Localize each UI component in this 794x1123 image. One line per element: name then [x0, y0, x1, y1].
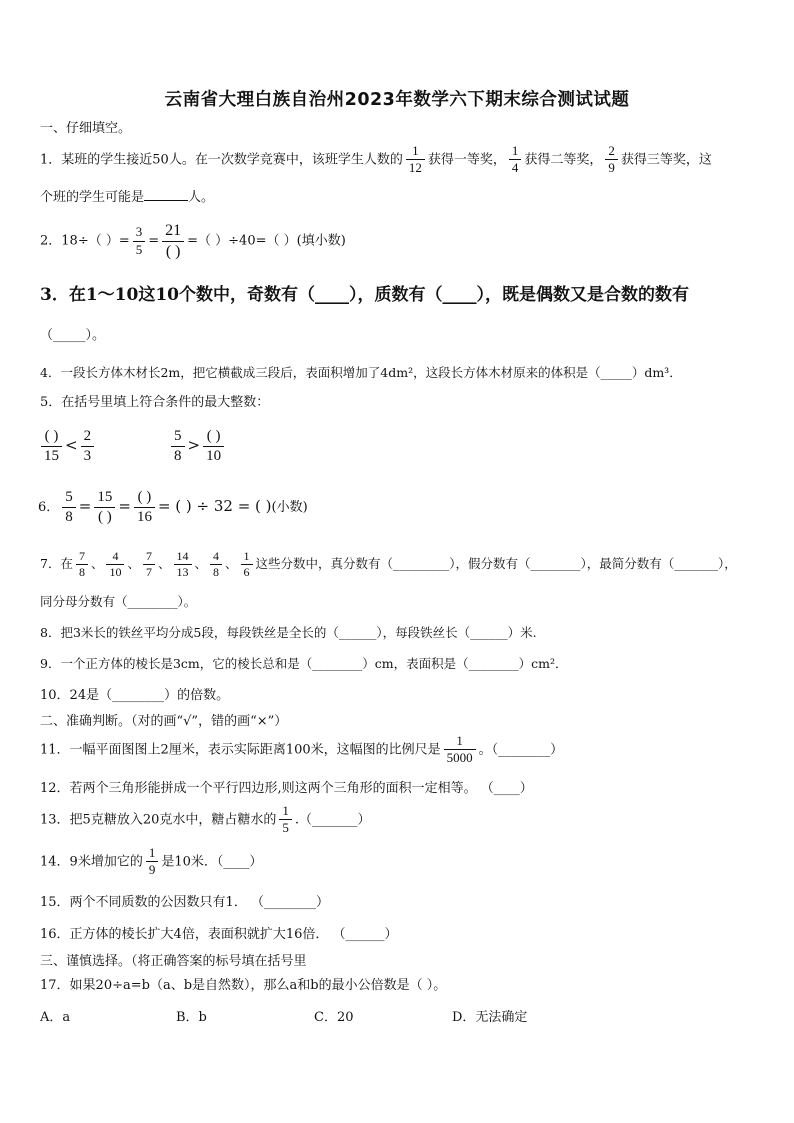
- equals-sign: =: [78, 497, 92, 515]
- q1-text-c: 获得二等奖，: [524, 152, 603, 168]
- question-3-line-2: （_____）。: [40, 328, 106, 343]
- fraction: $\frac{1}{5000}$: [444, 734, 476, 766]
- q1-text-a: 1．某班的学生接近50人。在一次数学竞赛中，该班学生人数的: [40, 152, 403, 168]
- q5-inequality-b: [168, 428, 227, 464]
- question-7: [40, 550, 737, 579]
- separator: 、: [90, 556, 104, 572]
- question-2: [40, 222, 346, 260]
- fraction: $\frac{1}{5}$: [279, 804, 292, 836]
- question-13: [40, 804, 371, 836]
- fraction: $\frac{1}{12}$: [406, 144, 425, 176]
- q13-suffix: .（_______）: [294, 812, 371, 828]
- question-17: 17．如果20÷a=b（a、b是自然数），那么a和b的最小公倍数是（ ）。: [40, 978, 447, 993]
- option-a[interactable]: A．a: [40, 1010, 71, 1025]
- question-15: 15．两个不同质数的公因数只有1． （________）: [40, 895, 329, 910]
- question-16: 16．正方体的棱长扩大4倍，表面积就扩大16倍． （______）: [40, 927, 398, 942]
- fraction: $\frac{3}{5}$: [133, 225, 146, 257]
- option-d[interactable]: D．无法确定: [452, 1010, 528, 1025]
- fraction: $\frac{( )}{10}$: [203, 428, 224, 464]
- q14-prefix: 14．9米增加它的: [40, 854, 143, 870]
- q7-label: 7．在: [40, 556, 73, 572]
- section-heading-true-false: 二、准确判断。（对的画“√”，错的画“×”）: [40, 714, 288, 729]
- question-8: 8．把3米长的铁丝平均分成5段，每段铁丝是全长的（______），每段铁丝长（______）米.: [40, 625, 537, 640]
- equals-sign: =: [118, 497, 131, 515]
- fraction: $\frac{4}{8}$: [210, 550, 222, 579]
- question-7-line-2: 同分母分数有（________）。: [40, 594, 197, 609]
- q6-suffix: (小数): [271, 500, 308, 515]
- fraction: $\frac{1}{9}$: [146, 846, 159, 878]
- question-1: [40, 144, 712, 176]
- question-10: 10．24是（________）的倍数。: [40, 688, 230, 703]
- q2-suffix: =（ ）÷40=（ ）(填小数): [187, 233, 346, 249]
- option-c[interactable]: C．20: [314, 1010, 354, 1025]
- answer-blank[interactable]: [144, 188, 188, 201]
- q5-inequality-a: [38, 428, 97, 464]
- separator: 、: [225, 556, 238, 572]
- q1-text-b: 获得一等奖，: [427, 152, 506, 168]
- option-b[interactable]: B．b: [176, 1010, 207, 1025]
- fraction: $\frac{7}{8}$: [76, 550, 88, 579]
- fraction: $\frac{1}{6}$: [241, 550, 253, 579]
- question-1-line-2: [40, 188, 214, 206]
- fraction: $\frac{14}{13}$: [174, 550, 192, 579]
- separator: 、: [127, 556, 140, 572]
- fraction: $\frac{1}{4}$: [509, 144, 522, 176]
- greater-than-sign: >: [187, 436, 201, 454]
- question-14: [40, 846, 262, 878]
- fraction: $\frac{( )}{16}$: [134, 489, 155, 525]
- question-5: 5．在括号里填上符合条件的最大整数：: [40, 395, 270, 410]
- q14-suffix: 是10米．（____）: [161, 854, 263, 870]
- question-3: 3．在1～10这10个数中，奇数有（____），质数有（____），既是偶数又是合数的数有: [40, 285, 689, 305]
- q6-equation-rest: = ( ) ÷ 32 = ( ): [157, 497, 272, 515]
- question-12: 12．若两个三角形能拼成一个平行四边形,则这两个三角形的面积一定相等。 （____）: [40, 781, 533, 796]
- fraction: $\frac{4}{10}$: [106, 550, 124, 579]
- q13-prefix: 13．把5克糖放入20克水中，糖占糖水的: [40, 812, 277, 828]
- question-9: 9．一个正方体的棱长是3cm，它的棱长总和是（________）cm，表面积是（________）cm²．: [40, 656, 568, 671]
- separator: 、: [157, 556, 171, 572]
- page-title: 云南省大理白族自治州2023年数学六下期末综合测试试题: [164, 90, 630, 110]
- q11-prefix: 11．一幅平面图图上2厘米，表示实际距离100米，这幅图的比例尺是: [40, 742, 441, 758]
- q2-prefix: 2．18÷（ ）=: [40, 233, 130, 249]
- question-6: [38, 489, 308, 525]
- fraction: $\frac{5}{8}$: [171, 428, 185, 464]
- fraction: $\frac{21}{( )}$: [162, 222, 184, 260]
- question-11: [40, 734, 563, 766]
- section-heading-multiple-choice: 三、谨慎选择。（将正确答案的标号填在括号里: [40, 954, 307, 969]
- q7-suffix: 这些分数中，真分数有（_________），假分数有（________），最简分数有（_______），: [255, 556, 737, 572]
- fraction: $\frac{2}{9}$: [605, 144, 618, 176]
- fraction: $\frac{5}{8}$: [62, 489, 76, 525]
- fraction: $\frac{15}{( )}$: [94, 489, 115, 525]
- q11-suffix: 。（________）: [478, 742, 564, 758]
- question-4: 4．一段长方体木材长2m，把它横截成三段后，表面积增加了4dm²，这段长方体木材原来的体积是（_____）dm³．: [40, 365, 682, 380]
- q6-label: 6．: [38, 500, 60, 515]
- less-than-sign: <: [65, 436, 78, 454]
- q1-text-f: 人。: [188, 190, 215, 205]
- separator: 、: [194, 556, 208, 572]
- q1-text-e: 个班的学生可能是: [40, 190, 145, 205]
- section-heading-fill-blank: 一、仔细填空。: [40, 121, 132, 136]
- q1-text-d: 获得三等奖，这: [620, 152, 712, 168]
- fraction: $\frac{7}{7}$: [143, 550, 155, 579]
- fraction: $\frac{2}{3}$: [81, 428, 95, 464]
- fraction: $\frac{( )}{15}$: [41, 428, 62, 464]
- equals-sign: =: [148, 233, 160, 249]
